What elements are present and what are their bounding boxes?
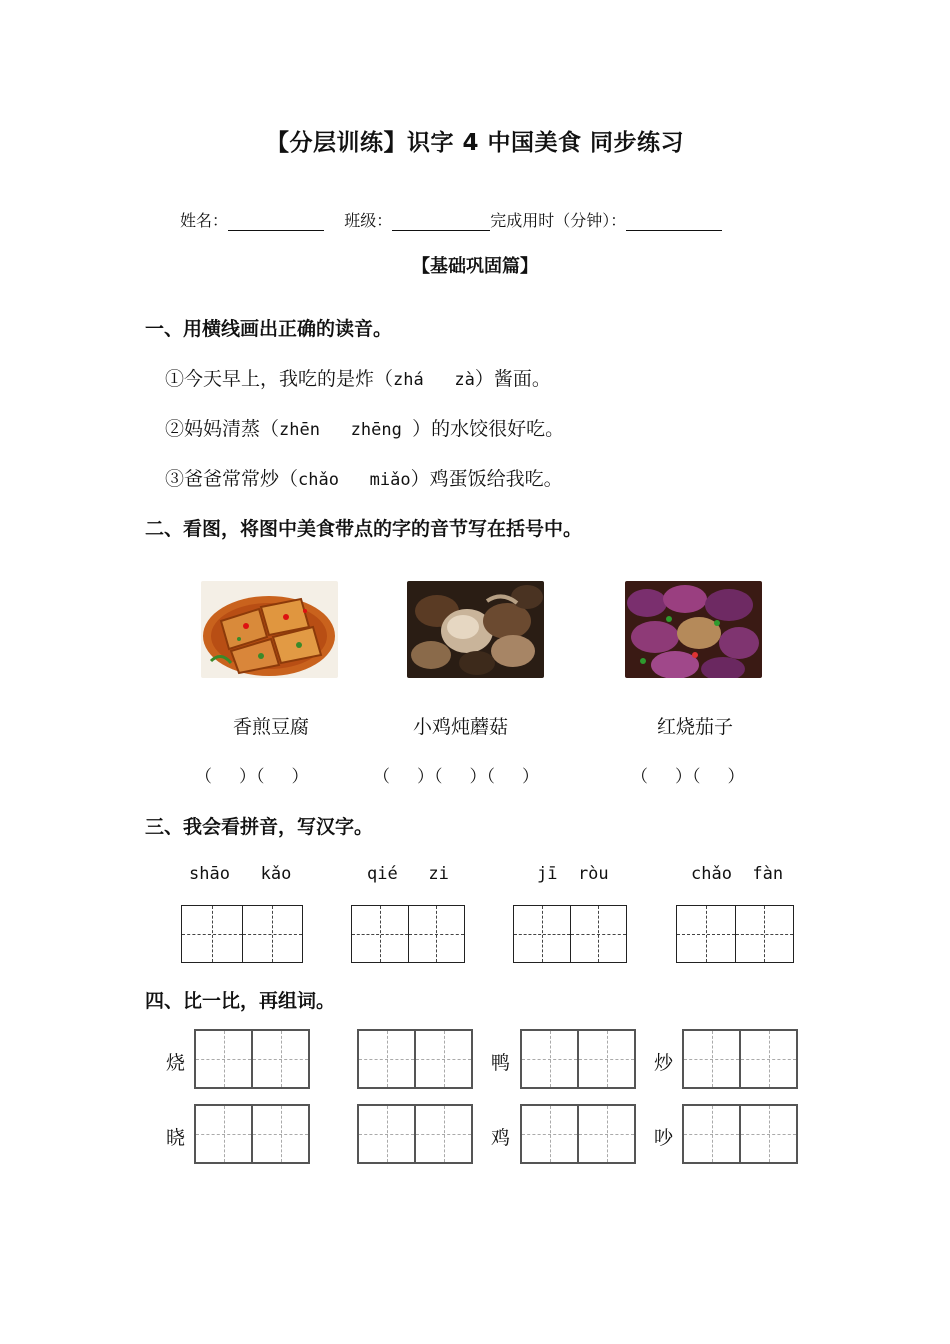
time-blank[interactable]: [626, 212, 722, 231]
name-blank[interactable]: [228, 212, 324, 231]
student-info-line: [180, 208, 722, 231]
item-text: ①今天早上，我吃的是炸（: [165, 368, 394, 390]
compare-char: 烧: [166, 1052, 186, 1074]
pinyin-options[interactable]: chǎo miǎo: [298, 470, 411, 490]
page-title: 【分层训练】识字 4 中国美食 同步练习: [265, 130, 685, 156]
tofu-image: [201, 581, 338, 678]
dish-name-tofu: 香煎豆腐: [233, 716, 310, 738]
pinyin-options[interactable]: zhá zà: [393, 370, 475, 390]
dish-name-eggplant: 红烧茄子: [657, 716, 734, 738]
section2-heading: 二、看图，将图中美食带点的字的音节写在括号中。: [145, 518, 583, 540]
section1-heading: 一、用横线画出正确的读音。: [145, 318, 393, 340]
class-label: 班级：: [344, 211, 393, 230]
pinyin-chaofan: chǎo fàn: [691, 864, 784, 884]
word-grid[interactable]: [357, 1029, 473, 1089]
item-text: ③爸爸常常炒（: [165, 468, 299, 490]
writing-grid[interactable]: [181, 905, 303, 963]
writing-grid[interactable]: [676, 905, 794, 963]
question-item-1: [165, 364, 551, 391]
item-text: ）的水饺很好吃。: [412, 418, 565, 440]
word-grid[interactable]: [520, 1029, 636, 1089]
item-text: ②妈妈清蒸（: [165, 418, 280, 440]
compare-char: 吵: [654, 1127, 674, 1149]
word-grid[interactable]: [682, 1104, 798, 1164]
section-subtitle: 【基础巩固篇】: [412, 256, 538, 277]
answer-parens-tofu[interactable]: （ ）（ ）: [195, 767, 309, 787]
name-label: 姓名：: [180, 211, 229, 230]
word-grid[interactable]: [682, 1029, 798, 1089]
word-grid[interactable]: [520, 1104, 636, 1164]
answer-parens-chicken[interactable]: （ ）（ ）（ ）: [373, 767, 540, 787]
item-text: ）酱面。: [474, 368, 551, 390]
item-text: ）鸡蛋饭给我吃。: [410, 468, 563, 490]
answer-parens-eggplant[interactable]: （ ）（ ）: [631, 767, 745, 787]
pinyin-shaokao: shāo kǎo: [189, 864, 292, 884]
chicken-mushroom-image: [407, 581, 544, 678]
time-label: 完成用时（分钟）：: [490, 211, 627, 230]
question-item-3: [165, 464, 563, 491]
writing-grid[interactable]: [513, 905, 627, 963]
compare-char: 鸭: [491, 1052, 511, 1074]
word-grid[interactable]: [194, 1029, 310, 1089]
dish-name-chicken: 小鸡炖蘑菇: [413, 716, 509, 738]
compare-char: 鸡: [491, 1127, 511, 1149]
pinyin-jirou: jī ròu: [537, 864, 609, 884]
word-grid[interactable]: [194, 1104, 310, 1164]
pinyin-options[interactable]: zhēn zhēng: [279, 420, 413, 440]
section3-heading: 三、我会看拼音，写汉字。: [145, 816, 374, 838]
word-grid[interactable]: [357, 1104, 473, 1164]
eggplant-image: [625, 581, 762, 678]
class-blank[interactable]: [392, 212, 490, 231]
writing-grid[interactable]: [351, 905, 465, 963]
pinyin-qiezi: qié zi: [367, 864, 449, 884]
question-item-2: [165, 414, 564, 441]
compare-char: 炒: [654, 1052, 674, 1074]
section4-heading: 四、比一比，再组词。: [145, 990, 336, 1012]
compare-char: 晓: [166, 1127, 186, 1149]
